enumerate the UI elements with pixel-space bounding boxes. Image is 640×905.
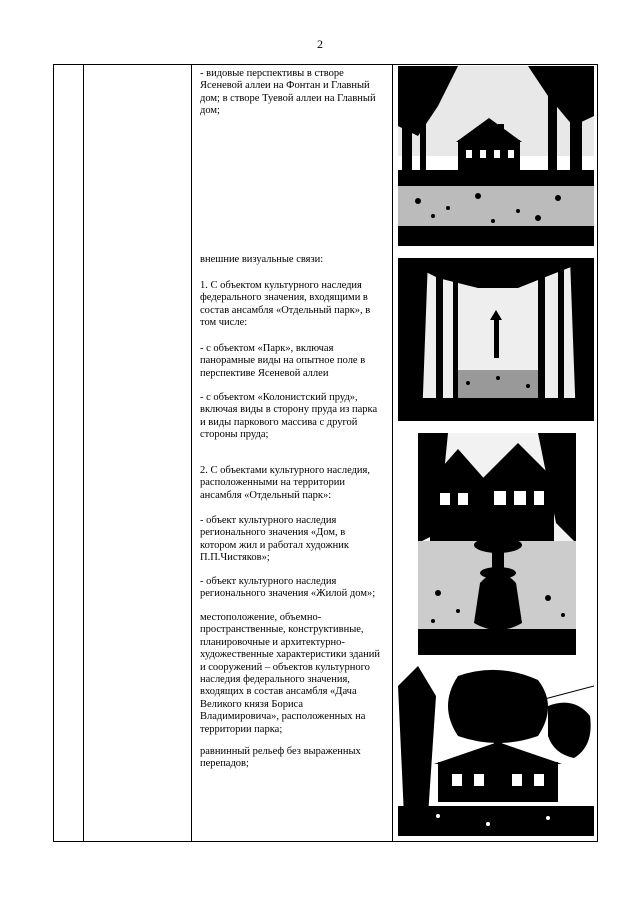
- text-pond-object: - с объектом «Колонистский пруд», включая виды в сторону пруда из парка и виды паркового массива с другой стороны пруда;: [200, 392, 378, 441]
- text-federal-heritage: 1. С объектом культурного наследия федерального значения, входящими в состав ансамбля «Отдельный парк», в том числе:: [200, 280, 371, 329]
- page-number: 2: [317, 37, 323, 51]
- table-bottom-border: [53, 841, 598, 842]
- text-park-object: - с объектом «Парк», включая панорамные виды на опытное поле в перспективе Ясеневой аллеи: [200, 343, 366, 379]
- photo-tree-alley: [398, 258, 594, 421]
- text-location-characteristics: местоположение, объемно- пространственные, конструктивные, планировочные и архитектурно- художественные характеристики зданий и сооружений – объектов культурного наследия федерального значения, входящих в состав ансамбля «Дача Великого князя Бориса Владимировича», расположенных на территории парка;: [200, 612, 380, 735]
- column-border-3: [191, 64, 192, 842]
- text-view-perspectives: - видовые перспективы в створе Ясеневой аллеи на Фонтан и Главный дом; в створе Туевой аллеи на Главный дом;: [200, 68, 376, 117]
- column-border-4: [392, 64, 393, 842]
- column-border-2: [83, 64, 84, 842]
- text-residential-house: - объект культурного наследия регионального значения «Жилой дом»;: [200, 576, 376, 600]
- photo-park-trees-house: [398, 666, 594, 836]
- column-border-5: [597, 64, 598, 842]
- text-chistyakov-house: - объект культурного наследия регионального значения «Дом, в котором жил и работал художник П.П.Чистяков»;: [200, 515, 349, 564]
- text-external-links: внешние визуальные связи:: [200, 254, 324, 265]
- text-regional-heritage: 2. С объектами культурного наследия, расположенными на территории ансамбля «Отдельный парк»:: [200, 465, 371, 501]
- photo-house-behind-trees: [398, 66, 594, 246]
- column-border-1: [53, 64, 54, 842]
- table-top-border: [53, 64, 598, 65]
- photo-house-with-fountain: [418, 433, 576, 655]
- text-relief: равнинный рельеф без выраженных перепадов;: [200, 746, 361, 770]
